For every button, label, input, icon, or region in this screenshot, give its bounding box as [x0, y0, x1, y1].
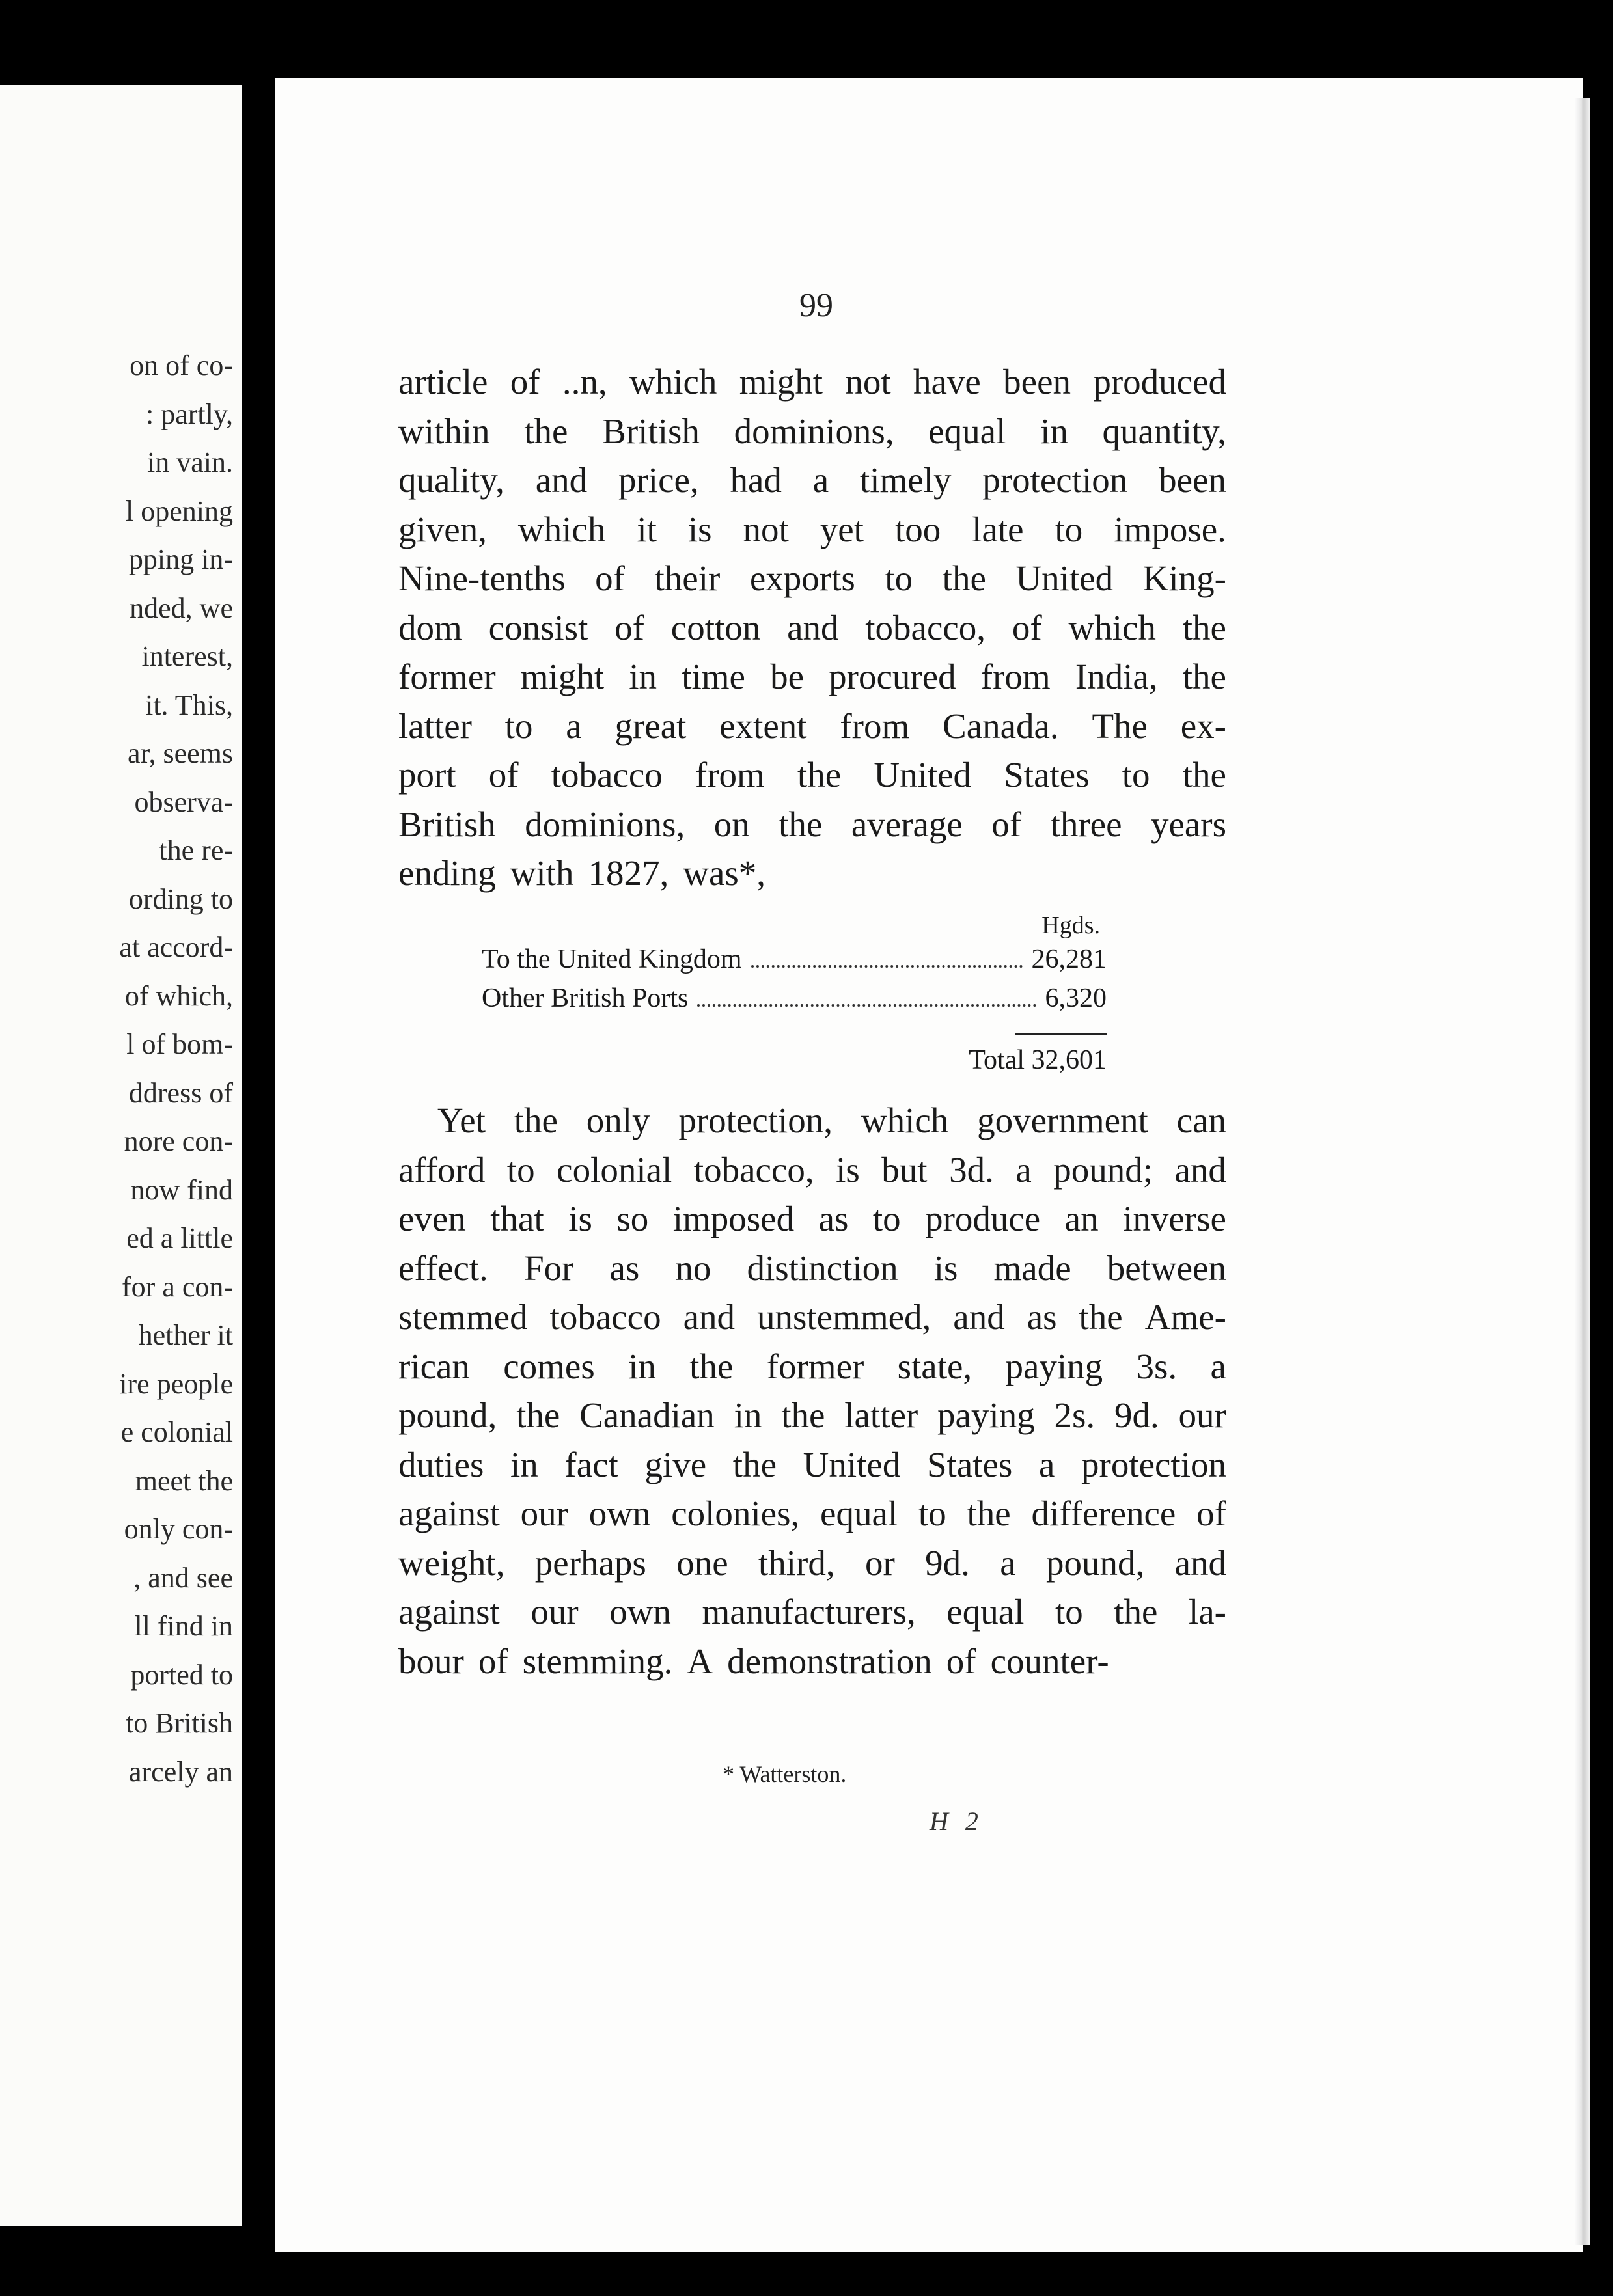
word: which	[629, 362, 717, 402]
text-line	[398, 705, 1226, 751]
word: to	[504, 705, 533, 746]
word: consist	[488, 607, 588, 648]
left-page-line: l of bom-	[126, 1028, 233, 1060]
left-page-line: on of co-	[130, 349, 233, 381]
word: a	[1210, 1346, 1226, 1386]
word: bour	[398, 1641, 464, 1681]
word: third,	[758, 1542, 835, 1583]
word: perhaps	[534, 1542, 646, 1583]
word: procured	[829, 657, 956, 696]
word: unstemmed,	[756, 1297, 931, 1337]
word: the	[1114, 1592, 1158, 1632]
word: and	[787, 607, 839, 648]
word: protection	[1081, 1444, 1226, 1484]
word: States	[1004, 755, 1090, 795]
text-line	[398, 1296, 1226, 1342]
word: in	[629, 657, 657, 696]
word: United	[803, 1444, 901, 1484]
word: was*,	[683, 853, 766, 893]
word: of	[478, 1641, 508, 1681]
left-page-line: of which,	[124, 979, 233, 1012]
word: from	[840, 705, 910, 746]
word: tobacco	[551, 755, 663, 795]
word: give	[644, 1444, 707, 1484]
page-edge	[1575, 98, 1590, 2245]
word: Canadian	[579, 1395, 715, 1435]
word: the	[781, 1395, 825, 1435]
word: Nine-tenths	[398, 558, 566, 598]
word: a	[566, 705, 582, 746]
word: cotton	[670, 607, 761, 648]
word: latter	[398, 705, 472, 746]
word: former	[766, 1346, 864, 1386]
word: colonies,	[671, 1494, 800, 1533]
word: ex-	[1180, 705, 1226, 746]
left-page-line: ar, seems	[128, 737, 233, 769]
word: the	[967, 1494, 1011, 1533]
word: port	[398, 755, 456, 795]
word: quality,	[398, 460, 504, 500]
word: British	[398, 804, 496, 844]
word: the	[689, 1346, 734, 1386]
word: of	[1196, 1494, 1226, 1533]
word: and	[1174, 1542, 1226, 1583]
text-line	[398, 754, 1226, 800]
dot-leader	[697, 1004, 1036, 1007]
word: rican	[398, 1346, 470, 1386]
word: to	[918, 1494, 946, 1533]
word: to	[506, 1149, 535, 1190]
signature-mark: H 2	[930, 1807, 984, 1836]
word: the	[514, 1100, 558, 1140]
export-table	[482, 911, 1107, 1093]
word: the	[1182, 755, 1226, 795]
word: Yet	[437, 1100, 486, 1140]
word: United	[1015, 558, 1114, 598]
text-line	[398, 411, 1226, 456]
left-page-line: observa-	[134, 786, 233, 818]
word: our	[1178, 1395, 1226, 1435]
word: price,	[618, 460, 699, 500]
word: the	[779, 804, 823, 844]
text-line	[398, 656, 1226, 702]
word: to	[885, 558, 913, 598]
word: which	[1068, 607, 1156, 648]
word: only	[586, 1100, 650, 1140]
word: in	[628, 1346, 656, 1386]
left-page-line: ording to	[128, 882, 233, 915]
text-line	[398, 607, 1226, 653]
text-line	[437, 1100, 1226, 1145]
word: within	[398, 411, 490, 451]
word: and	[1174, 1149, 1226, 1190]
word: no	[675, 1248, 711, 1288]
word: can	[1176, 1100, 1226, 1140]
left-page-line: now find	[130, 1173, 233, 1206]
book-gutter	[242, 91, 275, 2226]
word: our	[531, 1592, 579, 1632]
word: a	[1038, 1444, 1055, 1484]
word: late	[972, 509, 1024, 549]
text-line	[398, 509, 1226, 554]
word: the	[942, 558, 986, 598]
word: la-	[1188, 1592, 1226, 1632]
word: be	[770, 657, 805, 696]
word: but	[881, 1149, 928, 1190]
word: in	[1040, 411, 1068, 451]
word: latter	[844, 1395, 918, 1435]
word: our	[520, 1494, 568, 1533]
table-unit-header: Hgds.	[1041, 912, 1100, 939]
left-page-line: ire people	[119, 1367, 233, 1400]
word: of	[1012, 607, 1042, 648]
word: too	[894, 509, 941, 549]
word: three	[1050, 804, 1122, 844]
word: produce	[925, 1199, 1041, 1238]
word: counter-	[990, 1641, 1109, 1681]
word: state,	[897, 1346, 972, 1386]
word: article	[398, 362, 488, 402]
word: in	[510, 1444, 538, 1484]
word: former	[398, 657, 496, 696]
word: with	[510, 853, 574, 893]
left-page-line: at accord-	[119, 931, 233, 963]
word: comes	[503, 1346, 595, 1386]
word: an	[1064, 1199, 1099, 1238]
word: For	[523, 1248, 574, 1288]
word: the	[732, 1444, 777, 1484]
word: great	[614, 705, 687, 746]
word: their	[654, 558, 721, 598]
text-line	[398, 1591, 1226, 1637]
table-row-value: 26,281	[1031, 944, 1107, 974]
word: been	[1003, 362, 1071, 402]
word: ..n,	[562, 362, 607, 402]
word: and	[535, 460, 588, 500]
word: inverse	[1123, 1199, 1226, 1238]
word: to	[872, 1199, 901, 1238]
word: is	[836, 1149, 860, 1190]
word: to	[1055, 1592, 1083, 1632]
word: is	[568, 1199, 592, 1238]
text-line	[398, 1542, 1226, 1588]
word: have	[913, 362, 981, 402]
word: ending	[398, 853, 496, 893]
word: distinction	[747, 1248, 898, 1288]
word: the	[1182, 657, 1226, 696]
word: extent	[719, 705, 807, 746]
word: The	[1092, 705, 1148, 746]
table-row-value: 6,320	[1045, 983, 1107, 1013]
total-rule	[1015, 1033, 1107, 1035]
word: imposed	[672, 1199, 795, 1238]
word: States	[926, 1444, 1013, 1484]
word: a	[1000, 1542, 1016, 1583]
word: demonstration	[727, 1641, 932, 1681]
word: between	[1107, 1248, 1226, 1288]
word: of	[510, 362, 540, 402]
word: of	[946, 1641, 976, 1681]
word: against	[398, 1592, 500, 1632]
word: exports	[749, 558, 855, 598]
text-line	[398, 1248, 1226, 1293]
word: King-	[1142, 558, 1226, 598]
left-page-line: hether it	[138, 1319, 233, 1351]
left-page-line: for a con-	[121, 1270, 233, 1303]
text-line	[398, 1444, 1226, 1490]
word: protection,	[678, 1100, 833, 1140]
word: from	[980, 657, 1051, 696]
word: dominions,	[525, 804, 685, 844]
word: own	[609, 1592, 671, 1632]
text-line	[398, 1149, 1226, 1195]
word: pound,	[398, 1395, 497, 1435]
word: manufacturers,	[702, 1592, 916, 1632]
left-page-line: pping in-	[128, 543, 233, 575]
word: given,	[398, 509, 487, 549]
word: pound;	[1053, 1149, 1153, 1190]
word: a	[1015, 1149, 1032, 1190]
word: colonial	[557, 1149, 672, 1190]
word: yet	[820, 509, 864, 549]
word: against	[398, 1494, 500, 1533]
word: a	[812, 460, 829, 500]
left-page-line: it. This,	[145, 689, 233, 721]
word: Canada.	[943, 705, 1059, 746]
left-page-line: arcely an	[129, 1755, 233, 1788]
page-number: 99	[799, 287, 833, 324]
left-page-line: , and see	[133, 1561, 233, 1594]
word: it	[637, 509, 657, 549]
text-line	[398, 1395, 1226, 1440]
word: quantity,	[1102, 411, 1226, 451]
word: which	[861, 1100, 949, 1140]
word: on	[713, 804, 750, 844]
word: the	[524, 411, 568, 451]
word: of	[595, 558, 625, 598]
word: paying	[1005, 1346, 1103, 1386]
word: the	[516, 1395, 560, 1435]
left-page-line: l opening	[126, 495, 233, 527]
word: and	[953, 1297, 1005, 1337]
dot-leader	[751, 965, 1023, 968]
word: tobacco	[549, 1297, 661, 1337]
word: to	[1122, 755, 1150, 795]
left-page-line: interest,	[141, 640, 233, 672]
left-page-line: nded, we	[130, 592, 233, 624]
word: United	[874, 755, 972, 795]
word: of	[991, 804, 1022, 844]
word: Ame-	[1144, 1297, 1226, 1337]
text-line	[398, 361, 1226, 407]
word: the	[797, 755, 842, 795]
word: time	[682, 657, 745, 696]
word: British	[602, 411, 700, 451]
word: pound,	[1045, 1542, 1145, 1583]
word: as	[609, 1248, 640, 1288]
word: 2s.	[1054, 1395, 1096, 1435]
word: 3s.	[1136, 1346, 1178, 1386]
word: own	[588, 1494, 651, 1533]
word: which	[517, 509, 606, 549]
word: duties	[398, 1444, 484, 1484]
left-page-line: in vain.	[147, 446, 233, 478]
left-page-line: ddress of	[128, 1076, 233, 1109]
left-page-line: only con-	[124, 1513, 233, 1545]
text-line	[398, 558, 1226, 603]
word: government	[977, 1100, 1148, 1140]
word: and	[683, 1297, 735, 1337]
text-line	[398, 1198, 1226, 1244]
word: as	[1027, 1297, 1057, 1337]
word: equal	[928, 411, 1006, 451]
text-line	[398, 804, 1226, 849]
text-line	[398, 1641, 1226, 1686]
left-page-line: nore con-	[124, 1125, 233, 1157]
word: dominions,	[734, 411, 894, 451]
word: timely	[859, 460, 952, 500]
left-page-line: ll find in	[134, 1610, 233, 1642]
table-row	[482, 983, 1107, 1014]
word: as	[818, 1199, 849, 1238]
left-page-line: e colonial	[120, 1416, 233, 1448]
word: years	[1150, 804, 1226, 844]
word: from	[695, 755, 765, 795]
word: not	[845, 362, 891, 402]
word: produced	[1093, 362, 1226, 402]
word: difference	[1031, 1494, 1176, 1533]
word: is	[687, 509, 712, 549]
left-page-line: : partly,	[146, 398, 233, 430]
table-total: Total 32,601	[969, 1045, 1107, 1075]
word: might	[739, 362, 823, 402]
word: afford	[398, 1149, 486, 1190]
left-page-line: ed a little	[126, 1222, 233, 1254]
word: 1827,	[588, 853, 669, 893]
word: impose.	[1114, 509, 1226, 549]
word: made	[993, 1248, 1071, 1288]
word: weight,	[398, 1542, 505, 1583]
word: A	[687, 1641, 713, 1681]
word: 9d.	[1114, 1395, 1159, 1435]
word: equal	[820, 1494, 898, 1533]
word: not	[743, 509, 789, 549]
word: average	[851, 804, 963, 844]
word: India,	[1075, 657, 1158, 696]
word: of	[488, 755, 519, 795]
word: might	[520, 657, 605, 696]
left-page-line: meet the	[135, 1464, 233, 1497]
left-page-line: the re-	[159, 834, 233, 866]
text-line	[398, 1346, 1226, 1391]
word: stemmed	[398, 1297, 528, 1337]
word: protection	[982, 460, 1128, 500]
word: in	[734, 1395, 762, 1435]
word: equal	[946, 1592, 1025, 1632]
word: one	[676, 1542, 728, 1583]
word: of	[614, 607, 644, 648]
word: that	[490, 1199, 544, 1238]
word: the	[1182, 607, 1226, 648]
table-row	[482, 944, 1107, 975]
left-page-line: ported to	[130, 1658, 233, 1691]
footnote: * Watterston.	[723, 1761, 847, 1787]
word: to	[1055, 509, 1083, 549]
table-row-label: To the United Kingdom	[482, 944, 742, 974]
text-line	[398, 459, 1226, 505]
word: paying	[937, 1395, 1035, 1435]
left-page-line: to British	[125, 1707, 233, 1739]
word: been	[1159, 460, 1226, 500]
left-page-fragment	[0, 85, 242, 2226]
word: tobacco,	[865, 607, 986, 648]
word: had	[730, 460, 782, 500]
word: dom	[398, 607, 462, 648]
word: the	[1079, 1297, 1123, 1337]
word: so	[616, 1199, 649, 1238]
text-line	[398, 1493, 1226, 1538]
word: stemming.	[522, 1641, 673, 1681]
table-row-label: Other British Ports	[482, 983, 689, 1013]
text-line	[398, 853, 1226, 898]
word: tobacco,	[693, 1149, 814, 1190]
word: effect.	[398, 1248, 488, 1288]
word: is	[933, 1248, 958, 1288]
word: or	[864, 1542, 895, 1583]
word: even	[398, 1199, 466, 1238]
word: fact	[564, 1444, 618, 1484]
word: 3d.	[949, 1149, 994, 1190]
word: 9d.	[925, 1542, 970, 1583]
